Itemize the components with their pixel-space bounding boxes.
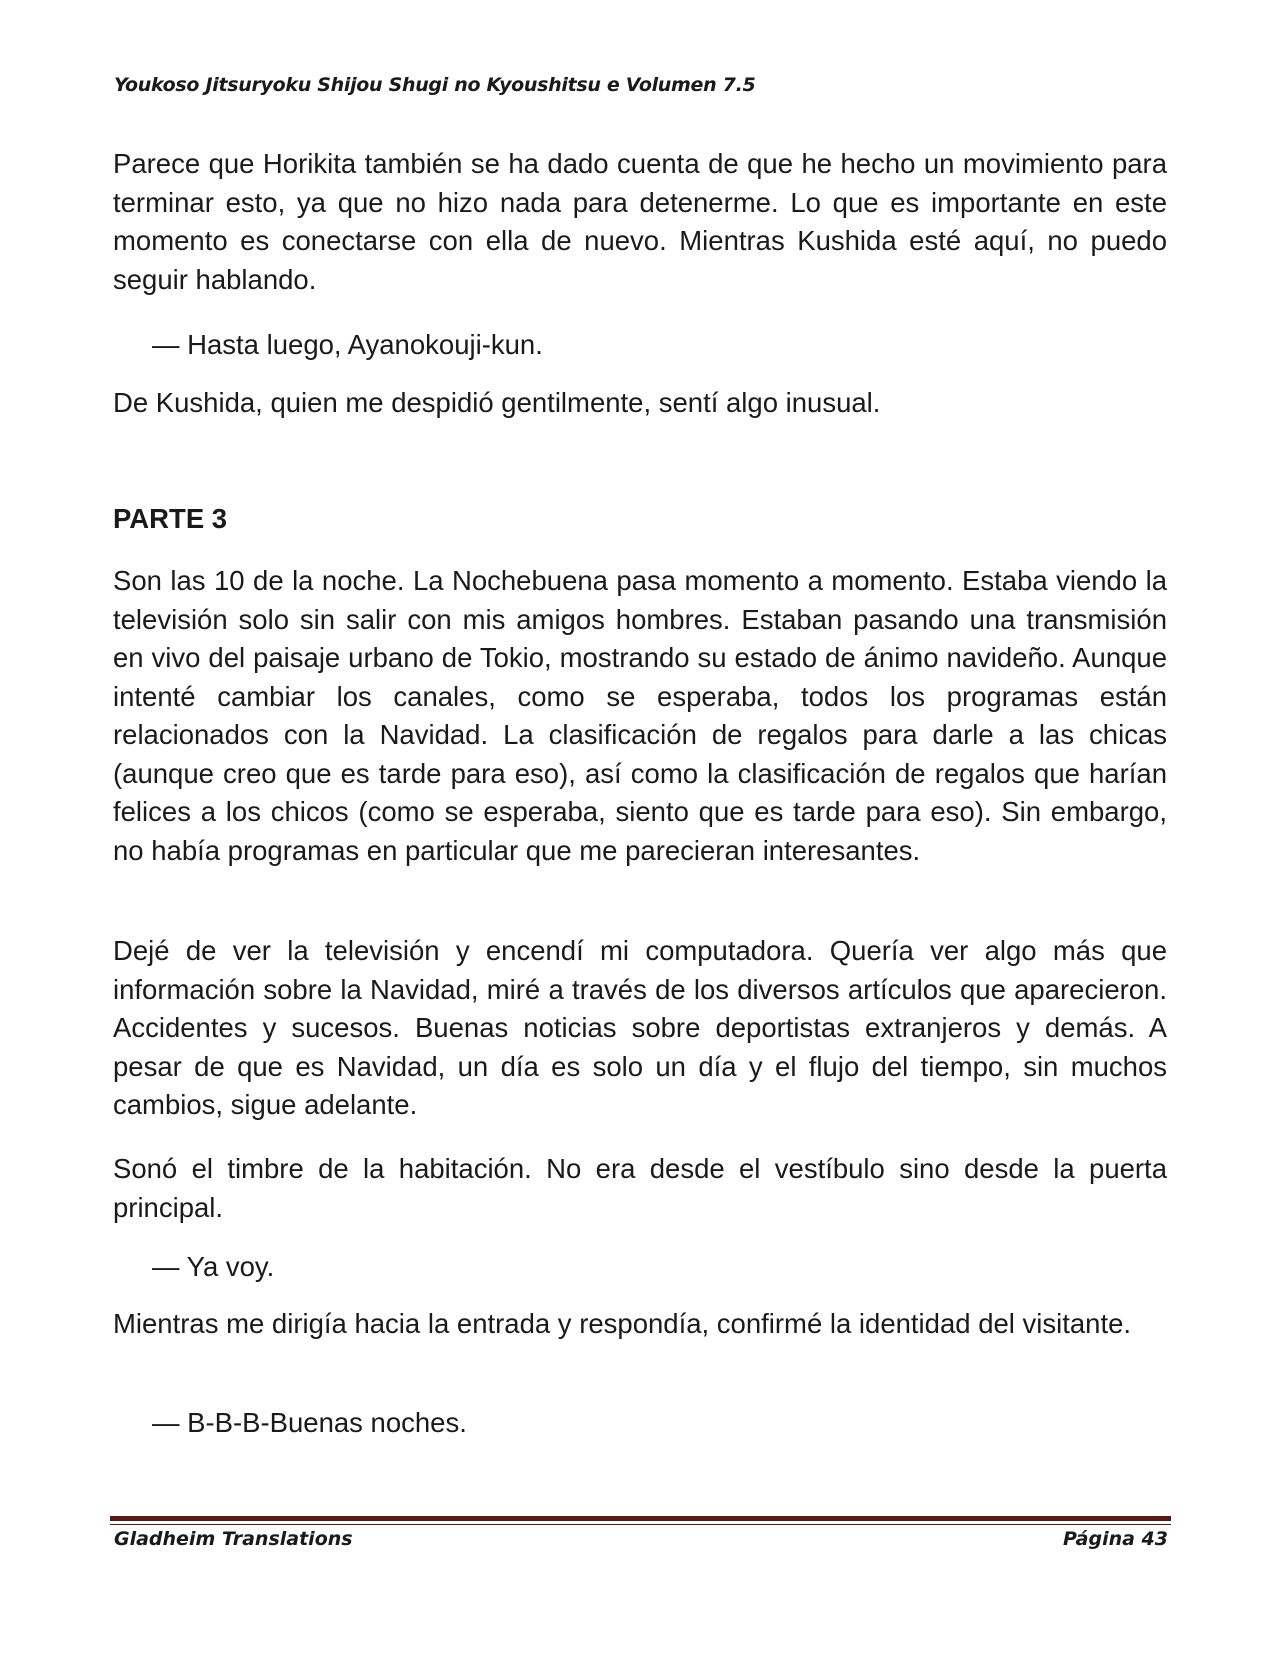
- paragraph-3: Son las 10 de la noche. La Nochebuena pasa momento a momento. Estaba viendo la televisión solo sin salir con mis amigos hombres. Estaban pasando una transmisión en vivo del paisaje urbano de Tokio, mostrando su estado de ánimo navideño. Aunque intenté cambiar los canales, como se esperaba, todos los programas están relacionados con la Navidad. La clasificación de regalos para darle a las chicas (aunque creo que es tarde para eso), así como la clasificación de regalos que harían felices a los chicos (como se esperaba, siento que es tarde para eso). Sin embargo, no había programas en particular que me parecieran interesantes.: [113, 565, 1167, 866]
- footer-rule-thin: [110, 1524, 1171, 1525]
- page-header-title: Youkoso Jitsuryoku Shijou Shugi no Kyoushitsu e Volumen 7.5: [114, 74, 756, 96]
- paragraph-6: Mientras me dirigía hacia la entrada y respondía, confirmé la identidad del visitante.: [113, 1308, 1132, 1339]
- paragraph-2: De Kushida, quien me despidió gentilmente, sentí algo inusual.: [113, 387, 881, 418]
- dialogue-1: — Hasta luego, Ayanokouji-kun.: [152, 329, 543, 360]
- footer-translator: Gladheim Translations: [114, 1528, 353, 1550]
- dialogue-2: — Ya voy.: [152, 1251, 275, 1282]
- paragraph-4: Dejé de ver la televisión y encendí mi computadora. Quería ver algo más que información sobre la Navidad, miré a través de los diversos artículos que aparecieron. Accidentes y sucesos. Buenas noticias sobre deportistas extranjeros y demás. A pesar de que es Navidad, un día es solo un día y el flujo del tiempo, sin muchos cambios, sigue adelante.: [113, 935, 1167, 1120]
- dialogue-3: — B-B-B-Buenas noches.: [152, 1407, 467, 1438]
- footer-page-number: Página 43: [1062, 1528, 1168, 1550]
- paragraph-1: Parece que Horikita también se ha dado cuenta de que he hecho un movimiento para terminar esto, ya que no hizo nada para detenerme. Lo que es importante en este momento es conectarse con ella de nuevo. Mientras Kushida esté aquí, no puedo seguir hablando.: [113, 148, 1167, 295]
- paragraph-5: Sonó el timbre de la habitación. No era desde el vestíbulo sino desde la puerta principal.: [113, 1153, 1167, 1223]
- footer-rule-thick: [110, 1516, 1171, 1521]
- section-heading: PARTE 3: [113, 503, 228, 534]
